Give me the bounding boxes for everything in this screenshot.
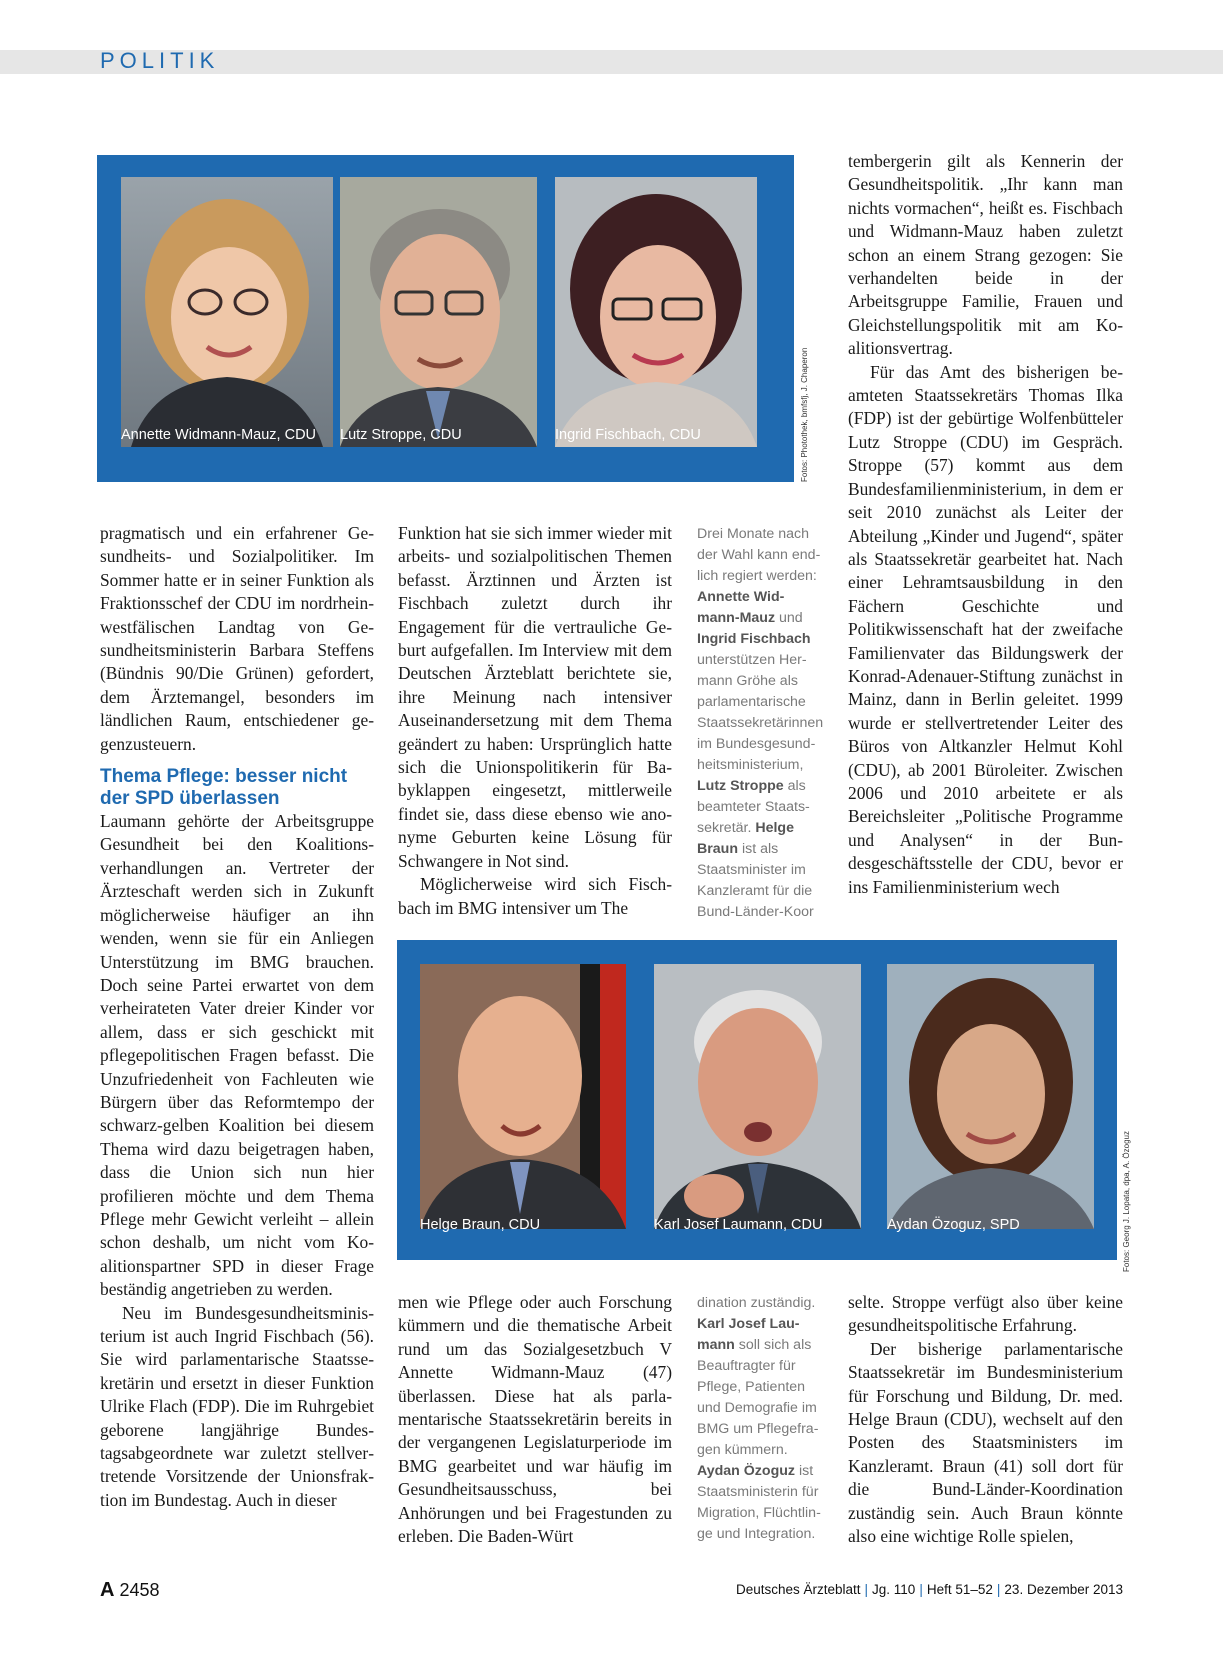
- page-number-value: 2458: [119, 1580, 160, 1600]
- portrait-oezoguz: [887, 964, 1094, 1229]
- separator: |: [864, 1582, 869, 1597]
- subheading: Thema Pflege: besser nicht der SPD überlassen: [100, 766, 348, 810]
- portrait-stroppe: [340, 177, 537, 447]
- sidebar-name: Aydan Özoguz: [697, 1463, 795, 1479]
- paragraph: Funktion hat sie sich immer wieder mit arbeits- und sozialpolitischen Themen befasst. Ärztinnen und Ärzten ist Fischbach zuletzt durch ihr Engagement für die vertrauliche Geburt aufgefallen. Im Interview mit dem Deutschen Ärzteblatt berichtete sie, ihre Meinung nach intensiver Auseinandersetzung mit dem Thema geändert zu haben: Ursprünglich hatte sich die Unionspolitikerin für Babyklappen eingesetzt, mittlerweile findet sie, dass diese ebenso wie anonyme Geburten keine Lösung für Schwangere in Not sind.: [398, 523, 672, 871]
- sidebar-text: soll sich als Beauftragter für Pflege, Patienten und Demografie im BMG um Pflegefragen kümmern.: [697, 1337, 819, 1458]
- sidebar-text: und: [775, 610, 803, 626]
- photo-credit: Fotos: Photothek, bmfsfj, J. Chaperon: [800, 347, 809, 482]
- sidebar-text: ist als Staatsminister im Kanzleramt für die Bund-Länder-Koor: [697, 841, 814, 920]
- journal-volume: Jg. 110: [872, 1582, 916, 1597]
- article-column-2-bottom: [398, 1291, 672, 1548]
- sidebar-text: unterstützen Hermann Gröhe als parlamentarische Staatssekretärinnen im Bundesgesundheitsministerium,: [697, 652, 824, 773]
- portrait-fischbach: [555, 177, 757, 447]
- article-column-1: [100, 522, 374, 1512]
- article-column-4-bottom: [848, 1291, 1123, 1548]
- article-column-4-top: [848, 150, 1123, 899]
- sidebar-name: Lutz Stroppe: [697, 778, 784, 794]
- sidebar-name: Ingrid Fischbach: [697, 631, 811, 647]
- page-prefix: A: [100, 1579, 115, 1601]
- photo-credit: Fotos: Georg J. Lopata, dpa, A. Özoguz: [1122, 1131, 1131, 1272]
- paragraph: selte. Stroppe verfügt also über keine gesundheitspolitische Erfahrung.: [848, 1292, 1123, 1336]
- photo-box-top: [97, 155, 794, 482]
- portrait-braun: [420, 964, 626, 1229]
- separator: |: [996, 1582, 1001, 1597]
- photo-caption: Annette Widmann-Mauz, CDU: [121, 427, 317, 443]
- paragraph: Neu im Bundesgesundheitsministerium ist auch Ingrid Fischbach (56). Sie wird parlamentarische Staatssekretärin und ersetzt in dieser Funktion Ulrike Flach (FDP). Die im Ruhrgebiet geborene langjährige Bundestagsabgeordnete war zuletzt stellvertretende Vorsitzende der Unionsfraktion im Bundestag. Auch in dieser: [100, 1302, 374, 1510]
- photo-caption: Karl Josef Laumann, CDU: [654, 1217, 823, 1233]
- photo-caption: Lutz Stroppe, CDU: [340, 427, 462, 443]
- journal-date: 23. Dezember 2013: [1004, 1582, 1123, 1597]
- sidebar-summary-top: [697, 524, 822, 923]
- sidebar-text: Drei Monate nach der Wahl kann endlich regiert werden:: [697, 526, 821, 584]
- journal-name: Deutsches Ärzteblatt: [735, 1582, 861, 1597]
- paragraph: Möglicherweise wird sich Fischbach im BMG intensiver um The: [398, 874, 672, 918]
- page-number: [100, 1579, 160, 1602]
- paragraph: tembergerin gilt als Kennerin der Gesundheitspolitik. „Ihr kann man nichts vormachen“, heißt es. Fischbach und Widmann-Mauz haben zuletzt schon an einem Strang gezogen: Sie verhandelten beide in der Arbeitsgruppe Familie, Frauen und Gleichstellungspolitik mit am Koalitionsvertrag.: [848, 151, 1123, 359]
- section-title: POLITIK: [100, 48, 220, 73]
- journal-issue: Heft 51–52: [926, 1582, 993, 1597]
- paragraph: Laumann gehörte der Arbeitsgruppe Gesundheit bei den Koalitionsverhandlungen an. Vertreter der Ärzteschaft werden sich in Zukunft möglicherweise häufiger an ihn wenden, wenn sie für ein Anliegen Unterstützung im BMG brauchen. Doch seine Partei erwartet von dem verheirateten Vater dreier Kinder vor allem, dass er sich geschickt mit pflegepolitischen Fragen befasst. Die Unzufriedenheit von Fachleuten wie Bürgern über das Reformtempo der schwarz-gelben Koalition bei diesem Thema wird dazu beigetragen haben, dass die Union sich nun hier profilieren möchte und dem Thema Pflege mehr Gewicht verleiht – allein schon deshalb, um nicht vom Koalitionspartner SPD in dieser Frage beständig angetrieben zu werden.: [100, 811, 374, 1300]
- sidebar-name: Helge Braun: [697, 820, 794, 857]
- portrait-widmann-mauz: [121, 177, 333, 447]
- journal-info: [736, 1582, 1123, 1597]
- separator: |: [919, 1582, 923, 1597]
- sidebar-text: als beamteter Staatssekretär.: [697, 778, 810, 836]
- paragraph: men wie Pflege oder auch Forschung kümmern und die thematische Arbeit rund um das Sozialgesetzbuch V Annette Widmann-Mauz (47) überlassen. Diese hat als parlamentarische Staatssekretärin bereits in der vergangenen Legislaturperiode im BMG gearbeitet und war häufig im Gesundheitsausschuss, bei Anhörungen und bei Fragestunden zu erleben. Die Baden-Würt: [398, 1292, 672, 1547]
- paragraph: Für das Amt des bisherigen beamteten Staatssekretärs Thomas Ilka (FDP) ist der gebürtige Wolfenbütteler Lutz Stroppe (CDU) im Gespräch. Stroppe (57) kommt aus dem Bundesfamilienministerium, in dem er seit 2010 zunächst als Leiter der Abteilung „Kinder und Jugend“, später als Staatssekretär gearbeitet hat. Nach einer Lehramtsausbildung in den Fächern Geschichte und Politikwissenschaft hat der zweifache Familienvater das Bildungswerk der Konrad-Adenauer-Stiftung zunächst in Mainz, dann in Berlin geleitet. 1999 wurde er stellvertretender Leiter des Büros von Altkanzler Helmut Kohl (CDU), ab 2001 Büroleiter. Zwischen 2006 und 2010 arbeitete er als Bereichsleiter „Politische Programme und Analysen“ in der Bundesgeschäftsstelle der CDU, bevor er ins Familienministerium wech: [848, 361, 1123, 897]
- photo-caption: Aydan Özoguz, SPD: [887, 1217, 1020, 1233]
- article-column-2-top: [398, 522, 672, 920]
- sidebar-name: Karl Josef Laumann: [697, 1316, 800, 1353]
- paragraph: pragmatisch und ein erfahrener Gesundheits- und Sozialpolitiker. Im Sommer hatte er in seiner Funktion als Fraktionsschef der CDU im nordrhein-westfälischen Landtag von Gesundheitsministerin Barbara Steffens (Bündnis 90/Die Grünen) gefordert, dem Ärztemangel, besonders im ländlichen Raum, entschiedener gegenzusteuern.: [100, 523, 374, 754]
- sidebar-summary-bottom: [697, 1293, 822, 1545]
- sidebar-name: Annette Widmann-Mauz: [697, 589, 785, 626]
- photo-box-bottom: [397, 940, 1117, 1260]
- photo-caption: Helge Braun, CDU: [420, 1217, 541, 1233]
- sidebar-text: dination zuständig.: [697, 1295, 816, 1311]
- paragraph: Der bisherige parlamentarische Staatssekretär im Bundesministerium für Forschung und Bildung, Dr. med. Helge Braun (CDU), wechselt auf den Posten des Staatsministers im Kanzleramt. Braun (41) soll dort für die Bund-Länder-Koordination zuständig sein. Auch Braun könnte also eine wichtige Rolle spielen,: [848, 1338, 1123, 1547]
- sidebar-text: ist Staatsministerin für Migration, Flüchtlinge und Integration.: [697, 1463, 821, 1542]
- photo-caption: Ingrid Fischbach, CDU: [555, 427, 701, 443]
- portrait-laumann: [654, 964, 861, 1229]
